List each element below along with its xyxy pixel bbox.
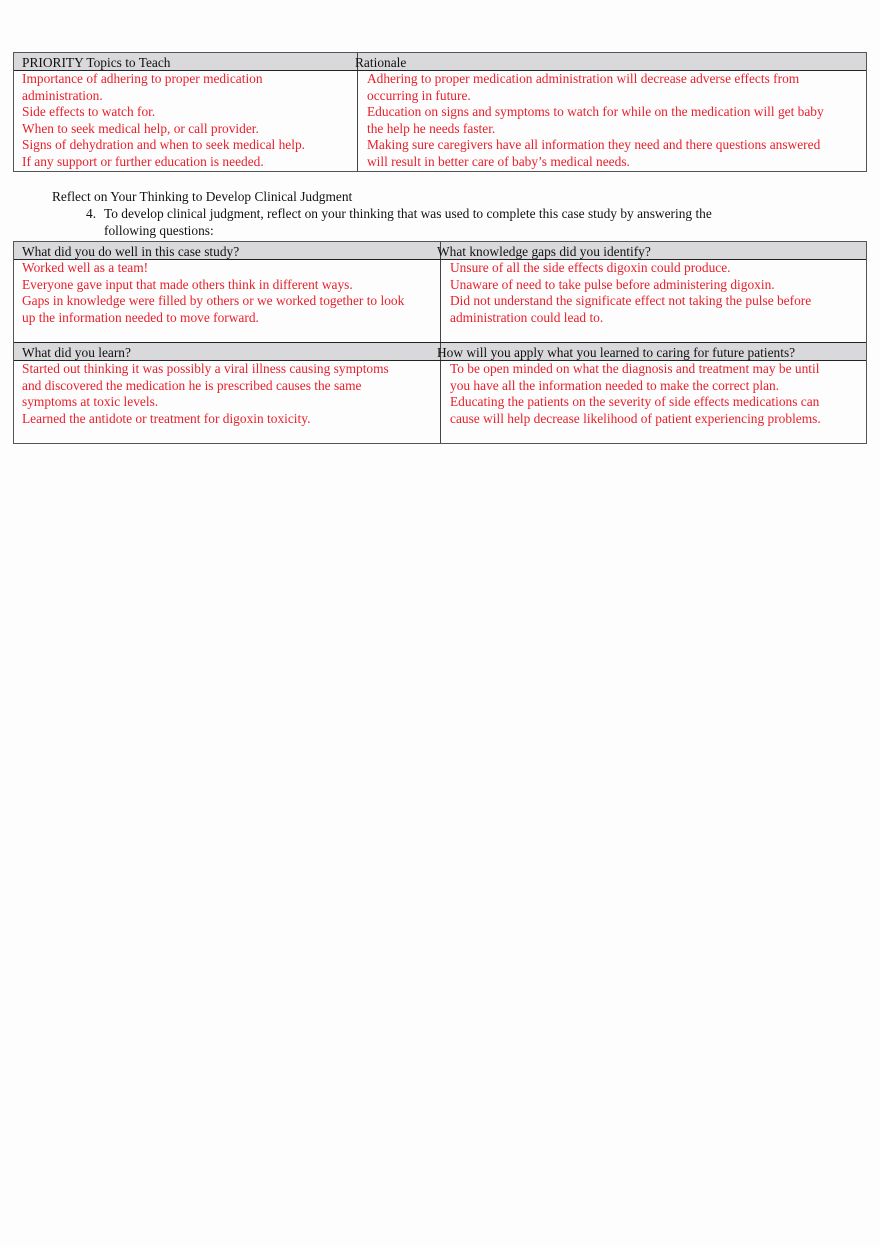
question-number: 4. <box>86 206 97 221</box>
did-well-cell <box>14 260 441 342</box>
answer-line: Did not understand the significate effect not taking the pulse before <box>450 293 812 308</box>
rationale-line: Adhering to proper medication administration will decrease adverse effects from <box>367 71 800 86</box>
priority-topics-table <box>13 52 867 172</box>
topic-line: Signs of dehydration and when to seek medical help. <box>22 137 305 152</box>
header-priority-topics: PRIORITY Topics to Teach <box>14 53 358 70</box>
question-line: following questions: <box>104 222 214 238</box>
answer-line: symptoms at toxic levels. <box>22 394 159 409</box>
topic-line: If any support or further education is needed. <box>22 153 264 169</box>
answer-line: Worked well as a team! <box>22 260 149 275</box>
topic-line: Side effects to watch for. <box>22 104 156 119</box>
answer-line: and discovered the medication he is prescribed causes the same <box>22 377 362 393</box>
apply-cell <box>441 361 866 443</box>
rationale-line: occurring in future. <box>367 87 471 103</box>
header-rationale: Rationale <box>355 55 407 70</box>
rationale-line: Education on signs and symptoms to watch for while on the medication will get baby <box>367 104 824 119</box>
answer-line: cause will help decrease likelihood of patient experiencing problems. <box>450 410 821 426</box>
priority-topics-cell <box>14 71 358 171</box>
rationale-line: Making sure caregivers have all information they need and there questions answered <box>367 137 821 152</box>
header-did-well: What did you do well in this case study? <box>14 242 441 259</box>
header-knowledge-gaps: What knowledge gaps did you identify? <box>437 244 651 259</box>
table-row <box>14 361 866 443</box>
table-header-row <box>14 342 866 361</box>
topic-line: When to seek medical help, or call provider. <box>22 120 259 136</box>
answer-line: To be open minded on what the diagnosis and treatment may be until <box>450 361 820 376</box>
learned-cell <box>14 361 441 443</box>
header-what-learned: What did you learn? <box>14 343 441 360</box>
rationale-line: will result in better care of baby’s medical needs. <box>367 153 630 169</box>
answer-line: Started out thinking it was possibly a viral illness causing symptoms <box>22 361 389 376</box>
table-header-row <box>14 242 866 260</box>
question-line: To develop clinical judgment, reflect on your thinking that was used to complete this case study by answering the <box>104 206 712 221</box>
table-header-row <box>14 53 866 71</box>
answer-line: Gaps in knowledge were filled by others or we worked together to look <box>22 293 405 308</box>
rationale-cell <box>358 71 866 171</box>
topic-line: administration. <box>22 87 103 103</box>
answer-line: Educating the patients on the severity of side effects medications can <box>450 394 820 409</box>
answer-line: Learned the antidote or treatment for digoxin toxicity. <box>22 410 311 426</box>
topic-line: Importance of adhering to proper medication <box>22 71 263 86</box>
knowledge-gaps-cell <box>441 260 866 342</box>
rationale-line: the help he needs faster. <box>367 120 496 136</box>
reflection-table <box>13 241 867 444</box>
table-row <box>14 260 866 342</box>
answer-line: Unsure of all the side effects digoxin could produce. <box>450 260 731 275</box>
answer-line: Unaware of need to take pulse before administering digoxin. <box>450 276 775 292</box>
header-apply-learning: How will you apply what you learned to caring for future patients? <box>437 345 796 360</box>
answer-line: Everyone gave input that made others think in different ways. <box>22 276 353 292</box>
answer-line: you have all the information needed to make the correct plan. <box>450 377 780 393</box>
question-text <box>104 206 784 239</box>
answer-line: up the information needed to move forward. <box>22 309 259 325</box>
table-row <box>14 71 866 171</box>
section-heading: Reflect on Your Thinking to Develop Clinical Judgment <box>52 189 353 204</box>
answer-line: administration could lead to. <box>450 309 604 325</box>
